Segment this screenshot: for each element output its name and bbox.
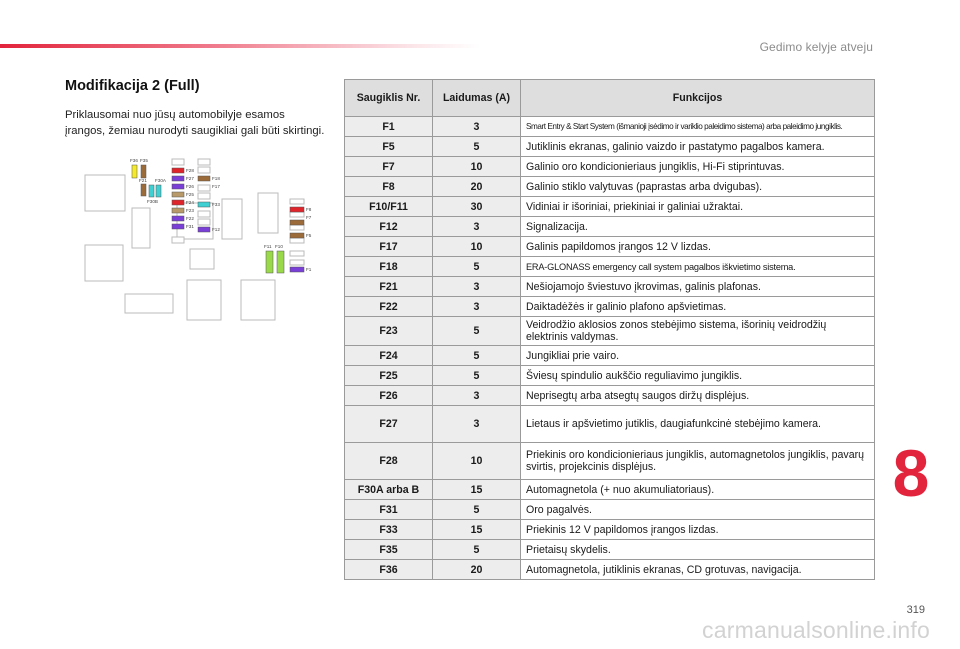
fuse-function: ERA-GLONASS emergency call system pagalbos iškvietimo sistema.: [521, 257, 875, 277]
relay-block: [258, 193, 278, 233]
table-row: [345, 177, 875, 197]
chapter-number: 8: [892, 436, 930, 510]
fuse-amps: 10: [433, 237, 521, 257]
fuse-id: F23: [345, 317, 433, 346]
relay-block: [241, 280, 275, 320]
header-fuse: Saugiklis Nr.: [345, 80, 433, 117]
fuse-f27: [172, 176, 184, 181]
table-row: [345, 406, 875, 443]
fuse-id: F21: [345, 277, 433, 297]
empty-slot: [198, 219, 210, 225]
fuse-amps: 10: [433, 443, 521, 480]
empty-slot: [198, 211, 210, 217]
table-row: [345, 157, 875, 177]
fuse-f24: [172, 200, 184, 205]
fuse-id: F22: [345, 297, 433, 317]
header-accent-bar: [0, 44, 480, 48]
table-row: [345, 137, 875, 157]
fuse-f7: [290, 220, 304, 225]
label-f22: F22: [186, 216, 194, 221]
fuse-amps: 3: [433, 117, 521, 137]
fuse-f23: [172, 208, 184, 213]
label-f25: F25: [186, 192, 194, 197]
fuse-function: Nešiojamojo šviestuvo įkrovimas, galinis plafonas.: [521, 277, 875, 297]
fuse-f33: [198, 202, 210, 207]
table-row: [345, 257, 875, 277]
fuse-box-svg: [82, 157, 320, 323]
fuse-amps: 5: [433, 500, 521, 520]
fuse-function: Lietaus ir apšvietimo jutiklis, daugiafunkcinė stebėjimo kamera.: [521, 406, 875, 443]
fuse-id: F33: [345, 520, 433, 540]
table-row: [345, 277, 875, 297]
fuse-f10: [277, 251, 284, 273]
fuse-function: Galinis papildomos įrangos 12 V lizdas.: [521, 237, 875, 257]
label-f23: F23: [186, 208, 194, 213]
fuse-id: F27: [345, 406, 433, 443]
empty-slot: [198, 167, 210, 173]
fuse-id: F18: [345, 257, 433, 277]
fuse-function: Vidiniai ir išoriniai, priekiniai ir galiniai užraktai.: [521, 197, 875, 217]
relay-block: [190, 249, 214, 269]
fuse-f31: [172, 224, 184, 229]
fuse-amps: 20: [433, 560, 521, 580]
fuse-function: Automagnetola (+ nuo akumuliatoriaus).: [521, 480, 875, 500]
label-f31: F31: [186, 224, 194, 229]
fuse-amps: 3: [433, 217, 521, 237]
table-row: [345, 346, 875, 366]
fuse-id: F30A arba B: [345, 480, 433, 500]
fuse-id: F35: [345, 540, 433, 560]
fuse-f12: [198, 227, 210, 232]
table-row: [345, 317, 875, 346]
header-amps: Laidumas (A): [433, 80, 521, 117]
label-f24: F24: [186, 200, 194, 205]
fuse-function: Signalizacija.: [521, 217, 875, 237]
fuse-f5: [290, 233, 304, 238]
table-row: [345, 500, 875, 520]
fuse-id: F5: [345, 137, 433, 157]
fuse-amps: 3: [433, 386, 521, 406]
label-f27: F27: [186, 176, 194, 181]
fuse-id: F28: [345, 443, 433, 480]
fuse-amps: 5: [433, 366, 521, 386]
fuse-function: Oro pagalvės.: [521, 500, 875, 520]
fuse-id: F26: [345, 386, 433, 406]
fuse-function: Jutiklinis ekranas, galinio vaizdo ir pastatymo pagalbos kamera.: [521, 137, 875, 157]
fuse-amps: 30: [433, 197, 521, 217]
section-title: Modifikacija 2 (Full): [65, 78, 200, 94]
label-f21: F21: [139, 178, 147, 183]
fuse-box-diagram: [82, 157, 320, 323]
table-row: [345, 237, 875, 257]
label-f33: F33: [212, 202, 220, 207]
label-f1: F1: [306, 267, 312, 272]
relay-block: [85, 245, 123, 281]
empty-slot: [290, 260, 304, 265]
fuse-amps: 5: [433, 317, 521, 346]
table-row: [345, 480, 875, 500]
fuse-table: [344, 79, 875, 580]
label-f7: F7: [306, 215, 312, 220]
fuse-function: Prietaisų skydelis.: [521, 540, 875, 560]
relay-block: [187, 280, 221, 320]
fuse-f1: [290, 267, 304, 272]
empty-slot: [198, 193, 210, 199]
fuse-amps: 5: [433, 346, 521, 366]
fuse-function: Veidrodžio aklosios zonos stebėjimo sistema, išorinių veidrodžių elektrinis valdymas.: [521, 317, 875, 346]
label-f26: F26: [186, 184, 194, 189]
label-f11: F11: [264, 244, 272, 249]
watermark: carmanualsonline.info: [702, 617, 930, 643]
label-f8: F8: [306, 207, 312, 212]
label-f28: F28: [186, 168, 194, 173]
fuse-amps: 20: [433, 177, 521, 197]
label-f36: F36: [130, 158, 138, 163]
fuse-function: Priekinis oro kondicionieriaus jungiklis, automagnetolos jungiklis, pavarų svirtis, projekcinis displėjus.: [521, 443, 875, 480]
fuse-id: F10/F11: [345, 197, 433, 217]
empty-slot: [198, 159, 210, 165]
fuse-f30a: [149, 185, 154, 197]
fuse-f26: [172, 184, 184, 189]
table-row: [345, 217, 875, 237]
fuse-function: Priekinis 12 V papildomos įrangos lizdas.: [521, 520, 875, 540]
fuse-amps: 3: [433, 406, 521, 443]
fuse-f18: [198, 176, 210, 181]
table-row: [345, 117, 875, 137]
fuse-amps: 5: [433, 257, 521, 277]
chapter-title: Gedimo kelyje atveju: [759, 40, 873, 54]
label-f5: F5: [306, 233, 312, 238]
table-row: [345, 197, 875, 217]
fuse-f30b: [156, 185, 161, 197]
fuse-id: F8: [345, 177, 433, 197]
fuse-id: F12: [345, 217, 433, 237]
table-header-row: [345, 80, 875, 117]
label-f30b: F30B: [147, 199, 158, 204]
fuse-amps: 15: [433, 520, 521, 540]
empty-slot: [172, 159, 184, 165]
fuse-function: Šviesų spindulio aukščio reguliavimo jungiklis.: [521, 366, 875, 386]
fuse-f36: [132, 165, 137, 178]
table-row: [345, 443, 875, 480]
relay-block: [85, 175, 125, 211]
fuse-function: Automagnetola, jutiklinis ekranas, CD grotuvas, navigacija.: [521, 560, 875, 580]
table-row: [345, 520, 875, 540]
fuse-amps: 10: [433, 157, 521, 177]
label-f18: F18: [212, 176, 220, 181]
page-number: 319: [906, 604, 925, 616]
table-row: [345, 560, 875, 580]
empty-slot: [290, 199, 304, 204]
empty-slot: [290, 238, 304, 243]
fuse-id: F17: [345, 237, 433, 257]
label-f10: F10: [275, 244, 283, 249]
empty-slot: [290, 212, 304, 217]
fuse-id: F31: [345, 500, 433, 520]
fuse-id: F25: [345, 366, 433, 386]
table-row: [345, 540, 875, 560]
fuse-f11: [266, 251, 273, 273]
table-row: [345, 386, 875, 406]
header-function: Funkcijos: [521, 80, 875, 117]
fuse-f21: [141, 184, 146, 196]
fuse-id: F36: [345, 560, 433, 580]
table-row: [345, 366, 875, 386]
fuse-function: Daiktadėžės ir galinio plafono apšvietimas.: [521, 297, 875, 317]
label-f30a: F30A: [155, 178, 166, 183]
empty-slot: [290, 251, 304, 256]
label-f12: F12: [212, 227, 220, 232]
fuse-id: F7: [345, 157, 433, 177]
relay-block: [222, 199, 242, 239]
empty-slot: [290, 225, 304, 230]
fuse-function: Smart Entry & Start System (išmanioji įsėdimo ir variklio paleidimo sistema) arba paleidimo jungiklis.: [521, 117, 875, 137]
fuse-function: Galinio stiklo valytuvas (paprastas arba dvigubas).: [521, 177, 875, 197]
label-f35: F35: [140, 158, 148, 163]
fuse-function: Neprisegtų arba atsegtų saugos diržų displėjus.: [521, 386, 875, 406]
fuse-f25: [172, 192, 184, 197]
relay-block: [132, 208, 150, 248]
fuse-id: F24: [345, 346, 433, 366]
fuse-amps: 3: [433, 277, 521, 297]
fuse-f28: [172, 168, 184, 173]
empty-slot: [172, 237, 184, 243]
fuse-id: F1: [345, 117, 433, 137]
fuse-f35: [141, 165, 146, 178]
fuse-f8: [290, 207, 304, 212]
relay-block: [125, 294, 173, 313]
fuse-f22: [172, 216, 184, 221]
label-f17: F17: [212, 184, 220, 189]
section-intro: Priklausomai nuo jūsų automobilyje esamos įrangos, žemiau nurodyti saugikliai gali būti skirtingi.: [65, 109, 325, 137]
fuse-amps: 15: [433, 480, 521, 500]
fuse-function: Jungikliai prie vairo.: [521, 346, 875, 366]
table-row: [345, 297, 875, 317]
fuse-amps: 3: [433, 297, 521, 317]
fuse-function: Galinio oro kondicionieriaus jungiklis, Hi-Fi stiprintuvas.: [521, 157, 875, 177]
fuse-amps: 5: [433, 137, 521, 157]
empty-slot: [198, 185, 210, 191]
fuse-amps: 5: [433, 540, 521, 560]
